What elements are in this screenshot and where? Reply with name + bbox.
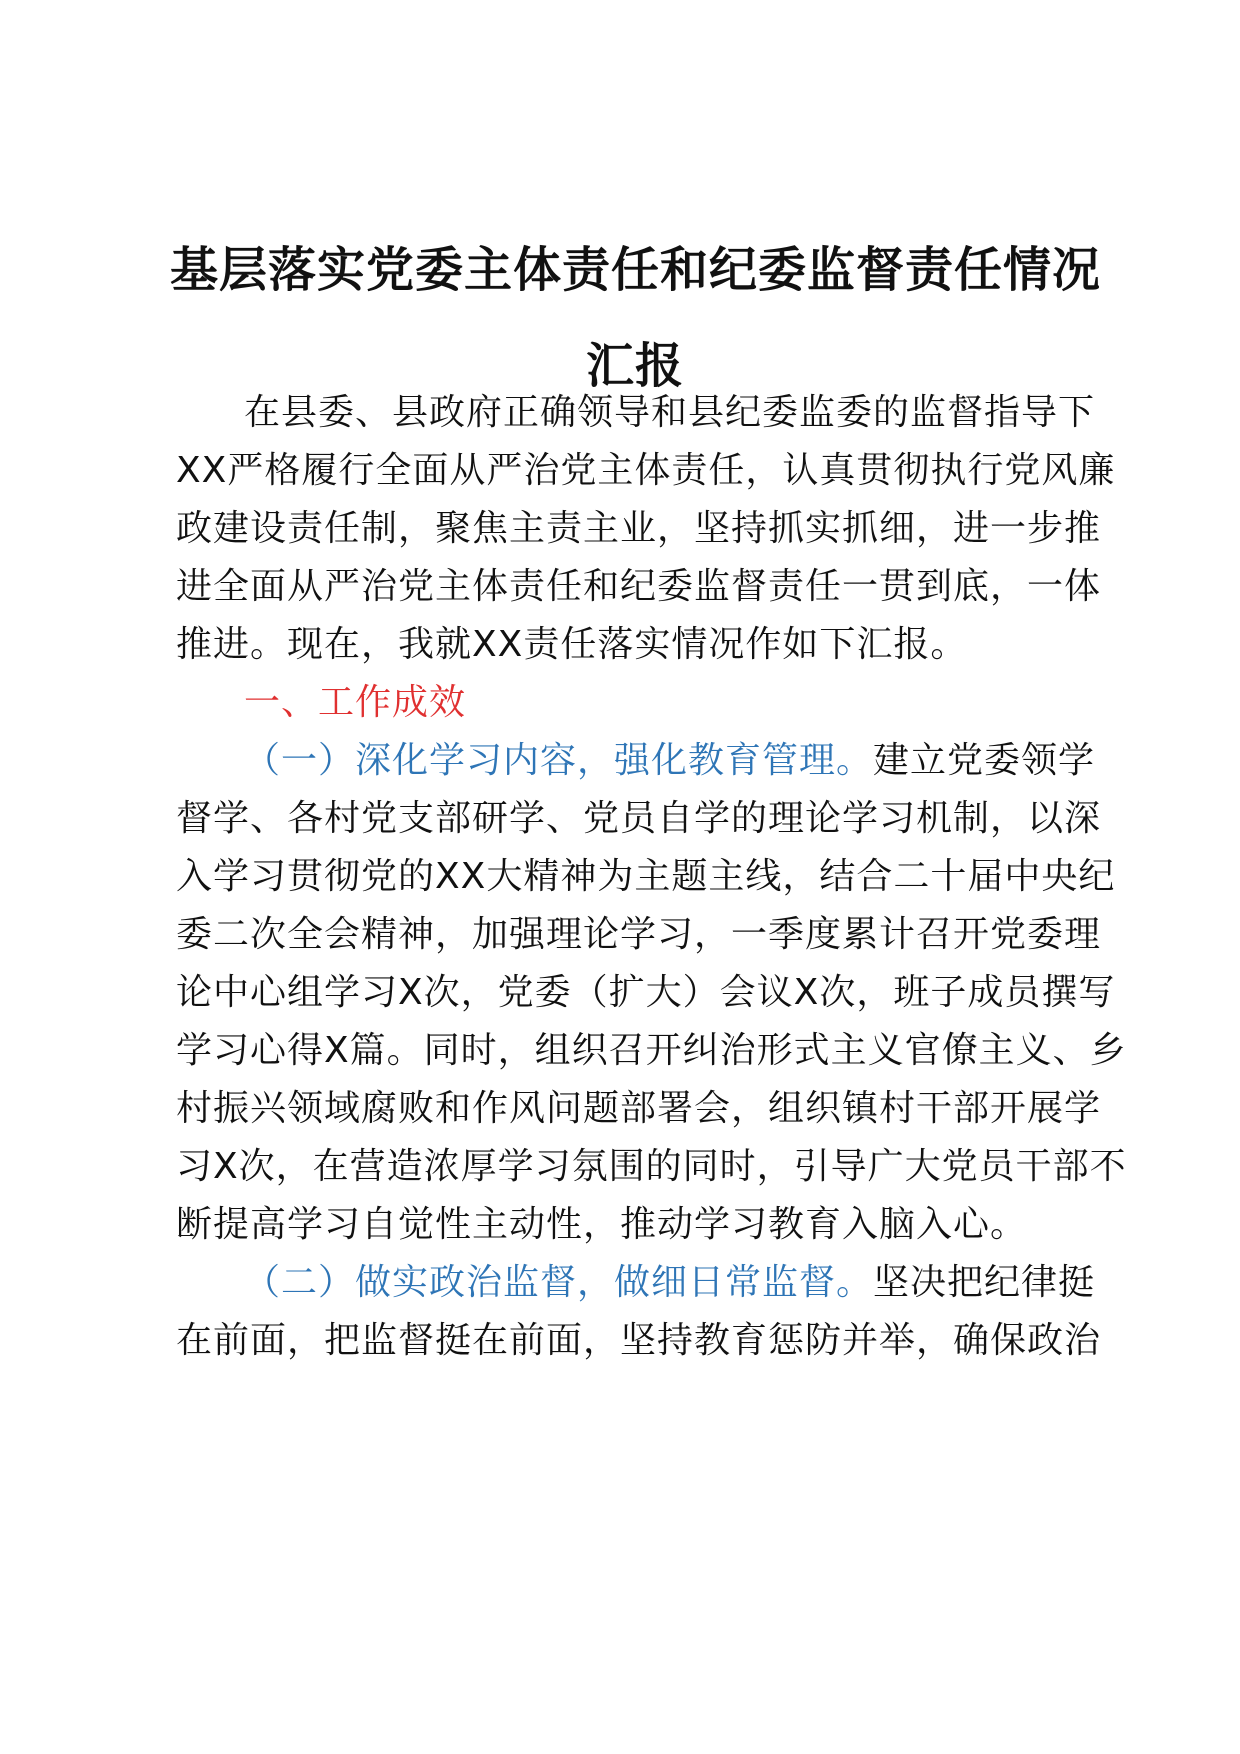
subsection-2-text: 坚决把纪律挺 [873, 1262, 1096, 1303]
intro-line: 推进。现在，我就XX责任落实情况作如下汇报。 [176, 624, 968, 665]
subsection-2-first-line [244, 1257, 1174, 1309]
subsection-1-line: 论中心组学习X次，党委（扩大）会议X次，班子成员撰写 [176, 972, 1116, 1013]
document-title-line-2: 汇报 [585, 338, 684, 394]
subsection-1-line: 入学习贯彻党的XX大精神为主题主线，结合二十届中央纪 [176, 856, 1116, 897]
subsection-1-line: 督学、各村党支部研学、党员自学的理论学习机制，以深 [176, 798, 1102, 839]
subsection-1-line: 习X次，在营造浓厚学习氛围的同时，引导广大党员干部不 [176, 1146, 1127, 1187]
subsection-1-line: 学习心得X篇。同时，组织召开纠治形式主义官僚主义、乡 [176, 1030, 1127, 1071]
subsection-2-line: 在前面，把监督挺在前面，坚持教育惩防并举，确保政治 [176, 1320, 1102, 1361]
intro-line: 政建设责任制，聚焦主责主业，坚持抓实抓细，进一步推 [176, 508, 1102, 549]
document-title-line-1: 基层落实党委主体责任和纪委监督责任情况 [170, 242, 1102, 298]
intro-line: 在县委、县政府正确领导和县纪委监委的监督指导下 [244, 392, 1096, 433]
intro-line: XX严格履行全面从严治党主体责任，认真贯彻执行党风廉 [176, 450, 1116, 491]
subsection-2-heading: （二）做实政治监督，做细日常监督。 [244, 1262, 874, 1303]
subsection-1-heading: （一）深化学习内容，强化教育管理。 [244, 740, 874, 781]
subsection-1-line: 村振兴领域腐败和作风问题部署会，组织镇村干部开展学 [176, 1088, 1102, 1129]
section-heading-work-results: 一、工作成效 [244, 682, 467, 723]
subsection-1-line: 委二次全会精神，加强理论学习，一季度累计召开党委理 [176, 914, 1102, 955]
subsection-1-line: 断提高学习自觉性主动性，推动学习教育入脑入心。 [176, 1204, 1028, 1245]
intro-line: 进全面从严治党主体责任和纪委监督责任一贯到底，一体 [176, 566, 1102, 607]
subsection-1-text: 建立党委领学 [873, 740, 1096, 781]
subsection-1-first-line [244, 735, 1174, 787]
